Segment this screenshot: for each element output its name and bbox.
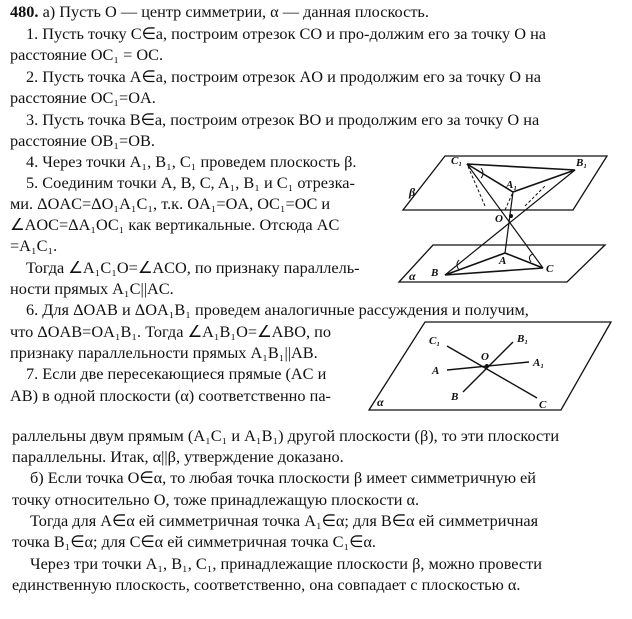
center-point (485, 364, 489, 368)
label-a1: A₁ (533, 357, 545, 369)
text-line: раллельны двум прямым (A₁C₁ и A₁B₁) другой плоскости (β), то эти плоскости (12, 426, 560, 445)
problem-number: 480. (10, 2, 39, 21)
label-a: A (432, 365, 440, 377)
problem-heading (10, 2, 429, 22)
label-o: O (495, 213, 503, 225)
text-line: 5. Соединим точки A, B, C, A₁, B₁ и C₁ отрезка- (26, 173, 355, 192)
text-line: б) Если точка O∈α, то любая точка плоскости β имеет симметричную ей (30, 468, 536, 487)
segment-aa1 (505, 192, 513, 253)
segment-cc1 (447, 346, 537, 398)
text-line: ности прямых A₁C||AC. (10, 279, 174, 298)
text-line: =A₁C₁. (10, 236, 58, 255)
label-o: O (481, 351, 489, 363)
text-line: 7. Если две пересекающиеся прямые (AC и (26, 364, 327, 383)
label-c: C (546, 263, 554, 275)
figure-parallel-planes (395, 150, 610, 285)
center-point (509, 214, 513, 218)
label-b: B (451, 391, 459, 403)
text-line: Через три точки A₁, B₁, C₁, принадлежащие плоскости β, можно провести (30, 554, 542, 573)
text-line: параллельны. Итак, α||β, утверждение доказано. (12, 447, 344, 466)
text-line: признаку параллельности прямых A₁B₁||AB. (10, 343, 318, 362)
text-line: Тогда для A∈α ей симметричная точка A₁∈α; для B∈α ей симметричная (30, 511, 539, 530)
label-alpha: α (409, 269, 416, 283)
text-line: точку относительно O, тоже принадлежащую плоскости α. (12, 490, 420, 509)
label-c1: C₁ (451, 155, 463, 167)
label-a: A (499, 255, 507, 267)
label-beta: β (409, 185, 416, 199)
label-b1: B₁ (517, 333, 529, 345)
text-line: ∠AOC=ΔA₁OC₁ как вертикальные. Отсюда AC (10, 215, 340, 234)
text-line: расстояние OC₁=OA. (10, 88, 156, 107)
text-line: ми. ΔOAC=ΔO₁A₁C₁, т.к. OA₁=OA, OC₁=OC и (10, 194, 331, 213)
triangle-a1b1c1 (467, 164, 575, 192)
text-line: расстояние OC₁ = OC. (10, 45, 164, 64)
label-alpha: α (377, 395, 384, 409)
text-line: 6. Для ΔOAB и ΔOA₁B₁ проведем аналогичные рассуждения и получим, (26, 300, 529, 319)
figure-single-plane (365, 318, 615, 414)
text-line: 2. Пусть точка A∈a, построим отрезок AO и продолжим его за точку O на (26, 67, 541, 86)
text-line: 1. Пусть точку C∈a, построим отрезок CO и про-должим его за точку O на (26, 24, 547, 43)
text-line: точка B₁∈α; для C∈α ей симметричная точка C₁∈α. (12, 532, 376, 551)
text-line: Тогда ∠A₁C₁O=∠ACO, по признаку параллель- (26, 258, 360, 277)
text-line: 4. Через точки A₁, B₁, C₁ проведем плоскость β. (26, 152, 357, 171)
triangle-abc (445, 253, 543, 275)
label-c1: C₁ (429, 335, 441, 347)
label-b1: B₁ (576, 157, 588, 169)
text-line: единственную плоскость, соответственно, она совпадает с плоскостью α. (12, 575, 521, 594)
text-line: AB) в одной плоскости (α) соответственно па- (10, 386, 331, 405)
text-line: а) Пусть O — центр симметрии, α — данная плоскость. (38, 2, 429, 21)
label-a1: A₁ (506, 179, 518, 191)
label-b: B (431, 267, 439, 279)
text-line: 3. Пусть точка B∈a, построим отрезок BO и продолжим его за точку O на (26, 110, 540, 129)
angle-arc (529, 254, 533, 262)
text-line: расстояние OB₁=OB. (10, 131, 155, 150)
label-c: C (539, 399, 547, 411)
text-line: что ΔOAB=OA₁B₁. Тогда ∠A₁B₁O=∠ABO, по (10, 322, 331, 341)
